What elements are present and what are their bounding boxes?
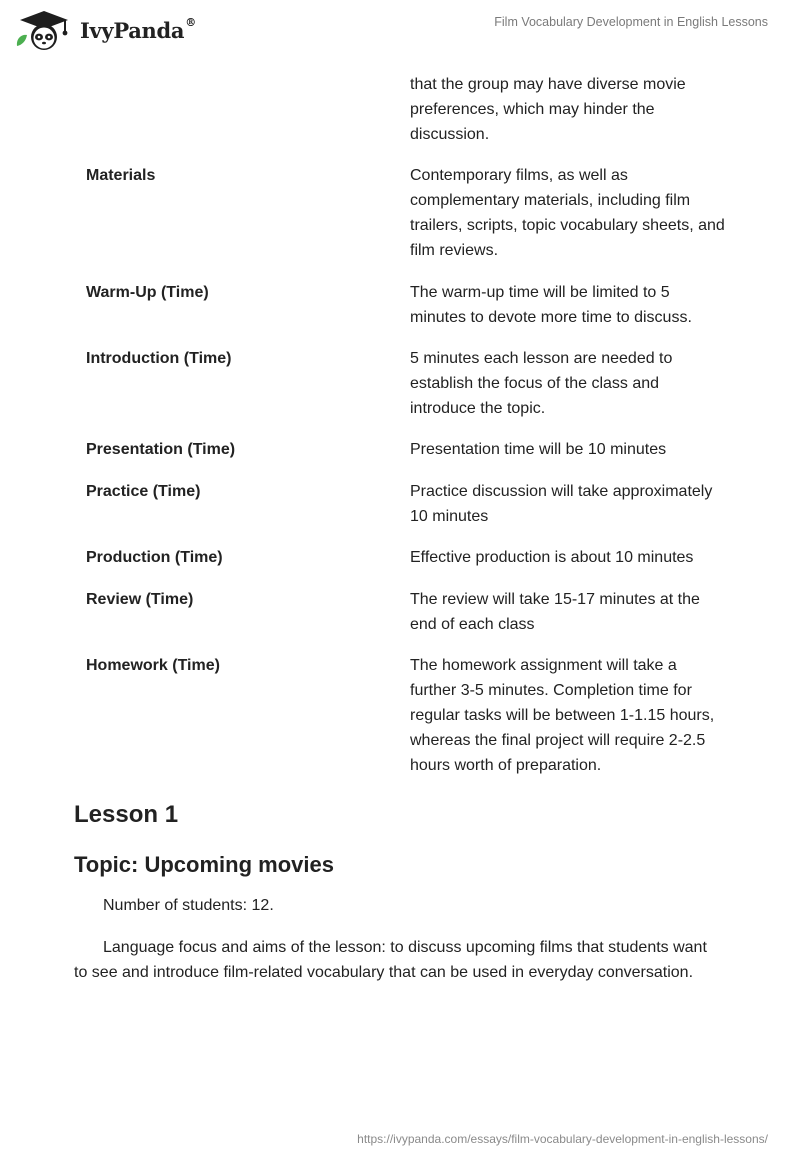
table-label: Presentation (Time)	[86, 441, 236, 458]
table-label: Materials	[86, 167, 156, 184]
table-label: Production (Time)	[86, 549, 223, 566]
table-row-production	[86, 545, 736, 570]
lesson-section	[74, 798, 724, 985]
table-value: Presentation time will be 10 minutes	[410, 441, 667, 458]
table-row-presentation	[86, 437, 736, 462]
table-row-practice	[86, 479, 736, 529]
lesson-heading: Lesson 1	[74, 801, 179, 828]
ivypanda-logo[interactable]	[14, 8, 196, 52]
topic-heading: Topic: Upcoming movies	[74, 852, 334, 877]
table-value: The homework assignment will take a further 3-5 minutes. Completion time for regular tasks will be between 1-1.15 hours, whereas the final project will require 2-2.5 hours worth of preparation.	[410, 657, 715, 774]
table-label: Practice (Time)	[86, 483, 201, 500]
lesson-plan-table	[86, 72, 736, 778]
document-title: Film Vocabulary Development in English Lessons	[494, 15, 768, 29]
table-row-continuation	[86, 72, 736, 147]
table-value: The warm-up time will be limited to 5 minutes to devote more time to discuss.	[410, 284, 692, 326]
page-header	[0, 0, 800, 64]
table-value: The review will take 15-17 minutes at the end of each class	[410, 591, 700, 633]
table-label: Review (Time)	[86, 591, 194, 608]
logo-wordmark: IvyPanda®	[80, 15, 196, 43]
table-label: Introduction (Time)	[86, 350, 232, 367]
paragraph-aims: Language focus and aims of the lesson: to discuss upcoming films that students want to see and introduce film-related vocabulary that can be used in everyday conversation.	[74, 939, 707, 981]
table-label: Homework (Time)	[86, 657, 220, 674]
table-row-materials	[86, 163, 736, 263]
table-label: Warm-Up (Time)	[86, 284, 209, 301]
table-label-empty	[86, 72, 410, 147]
table-row-warm-up	[86, 280, 736, 330]
table-value: Contemporary films, as well as complementary materials, including film trailers, scripts, topic vocabulary sheets, and film reviews.	[410, 167, 725, 259]
table-row-review	[86, 587, 736, 637]
table-row-homework	[86, 653, 736, 778]
table-value: that the group may have diverse movie preferences, which may hinder the discussion.	[410, 76, 686, 143]
source-url-link[interactable]: https://ivypanda.com/essays/film-vocabulary-development-in-english-lessons/	[357, 1132, 768, 1146]
table-row-introduction	[86, 346, 736, 421]
table-value: Practice discussion will take approximately 10 minutes	[410, 483, 713, 525]
table-value: 5 minutes each lesson are needed to establish the focus of the class and introduce the topic.	[410, 350, 673, 417]
table-value: Effective production is about 10 minutes	[410, 549, 694, 566]
panda-logo-icon	[14, 8, 74, 52]
paragraph-students: Number of students: 12.	[103, 897, 274, 914]
